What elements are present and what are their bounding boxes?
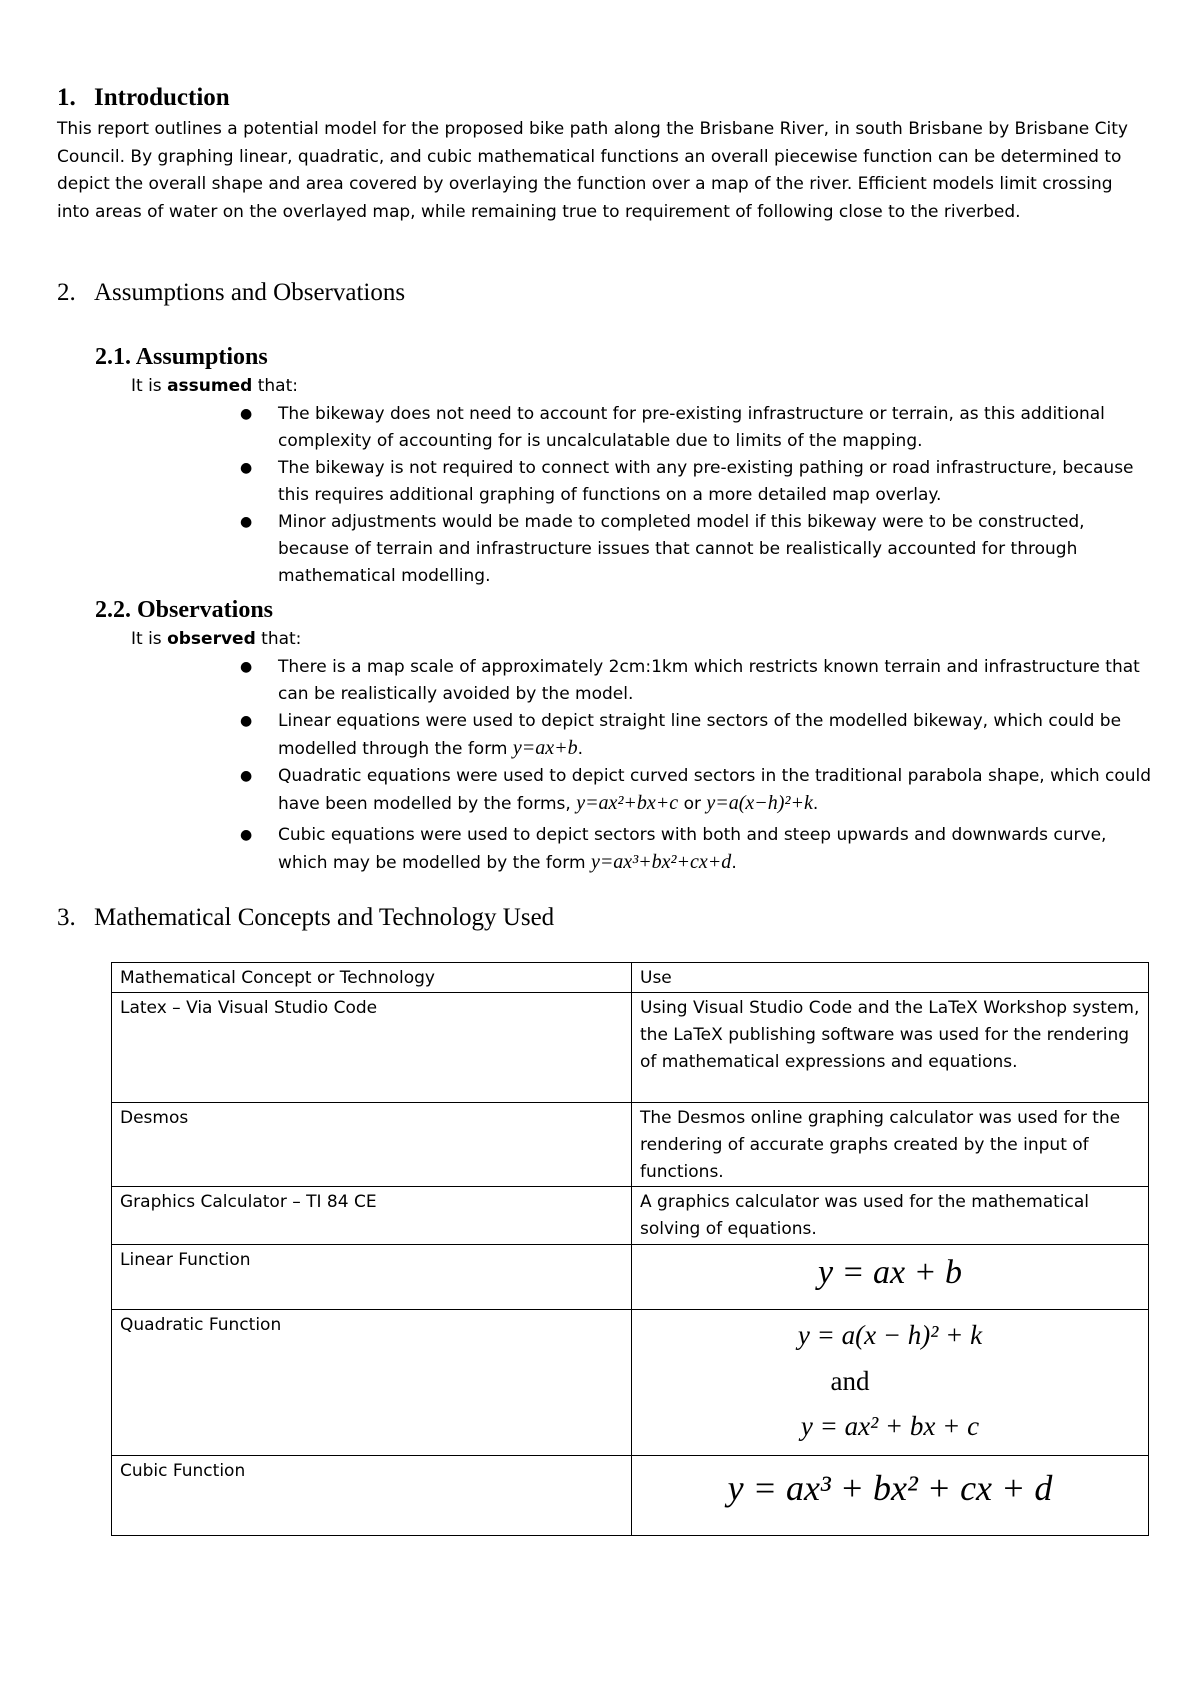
subsection-2-2-heading xyxy=(95,597,273,624)
linear-equation: y = ax + b xyxy=(817,1254,963,1291)
section-number: 1. xyxy=(57,84,76,111)
table-cell: Desmos xyxy=(112,1103,632,1187)
list-item-text: Minor adjustments would be made to completed model if this bikeway were to be constructed, because of terrain and infrastructure issues that cannot be realistically accounted for through mathematical modelling. xyxy=(278,512,1085,586)
bullet-icon: ● xyxy=(240,827,253,843)
table-cell xyxy=(632,1310,1149,1456)
list-item xyxy=(240,455,1158,509)
section-2-heading xyxy=(57,279,405,307)
list-item-text: The bikeway is not required to connect with any pre-existing pathing or road infrastructure, because this requires additional graphing of functions on a more detailed map overlay. xyxy=(278,458,1134,505)
inline-equation: y=ax³+bx²+cx+d xyxy=(590,851,732,873)
section-title: Introduction xyxy=(94,84,230,111)
inline-equation: y=ax+b xyxy=(512,737,578,759)
section-title: Assumptions and Observations xyxy=(94,279,406,306)
inline-equation: y=ax²+bx+c xyxy=(576,792,679,814)
list-item-text: Quadratic equations were used to depict curved sectors in the traditional parabola shape, which could have been modelled by the forms, xyxy=(278,766,1152,814)
concepts-table xyxy=(111,962,1149,1536)
subsection-2-1-heading xyxy=(95,344,268,371)
observations-lead xyxy=(131,629,301,649)
assumptions-lead xyxy=(131,376,298,396)
lead-bold: observed xyxy=(167,629,256,649)
section-1-heading xyxy=(57,84,230,112)
bullet-icon: ● xyxy=(240,659,253,675)
quadratic-equation-vertex: y = a(x − h)² + k xyxy=(797,1320,983,1350)
table-cell: The Desmos online graphing calculator was used for the rendering of accurate graphs created by the input of functions. xyxy=(632,1103,1149,1187)
list-item-text: or xyxy=(683,794,701,814)
table-row xyxy=(112,1456,1149,1536)
table-cell: Quadratic Function xyxy=(112,1310,632,1456)
inline-equation: y=a(x−h)²+k xyxy=(706,792,813,814)
list-item-text: Linear equations were used to depict straight line sectors of the modelled bikeway, which could be modelled through the form xyxy=(278,711,1122,759)
list-item: ● Cubic equations were used to depict sectors with both and steep upwards and downwards curve, which may be modelled by the form y=ax³+bx²+cx+d. xyxy=(278,822,1158,877)
table-header-row xyxy=(112,963,1149,993)
table-row xyxy=(112,1187,1149,1245)
lead-text: that: xyxy=(255,629,302,649)
bullet-icon: ● xyxy=(240,514,253,530)
lead-text: that: xyxy=(252,376,298,396)
table-row xyxy=(112,1310,1149,1456)
list-item: ● Quadratic equations were used to depict curved sectors in the traditional parabola shape, which could have been modelled by the forms, y=ax²+bx+c or y=a(x−h)²+k. xyxy=(278,763,1158,818)
introduction-paragraph: This report outlines a potential model for the proposed bike path along the Brisbane River, in south Brisbane by Brisbane City Council. By graphing linear, quadratic, and cubic mathematical functions an overall piecewise function can be determined to depict the overall shape and area covered by overlaying the function over a map of the river. Efficient models limit crossing into areas of water on the overlayed map, while remaining true to requirement of following close to the riverbed. xyxy=(57,119,1128,222)
table-cell: Graphics Calculator – TI 84 CE xyxy=(112,1187,632,1245)
subsection-title: Observations xyxy=(137,597,274,623)
table-cell xyxy=(632,1245,1149,1310)
subsection-title: Assumptions xyxy=(135,344,268,370)
cubic-equation: y = ax³ + bx² + cx + d xyxy=(727,1468,1053,1508)
lead-text: It is xyxy=(131,376,168,396)
table-cell: Linear Function xyxy=(112,1245,632,1310)
table-row xyxy=(112,1103,1149,1187)
lead-text: It is xyxy=(131,629,168,649)
list-item xyxy=(240,509,1158,590)
bullet-icon: ● xyxy=(240,406,253,422)
section-number: 2. xyxy=(57,279,76,306)
section-number: 3. xyxy=(57,904,76,931)
table-row xyxy=(112,1245,1149,1310)
section-title: Mathematical Concepts and Technology Used xyxy=(94,904,555,931)
bullet-icon: ● xyxy=(240,713,253,729)
lead-bold: assumed xyxy=(167,376,253,396)
quadratic-connector: and xyxy=(830,1366,870,1396)
list-item-text: The bikeway does not need to account for pre-existing infrastructure or terrain, as this additional complexity of accounting for is uncalculatable due to limits of the mapping. xyxy=(278,404,1105,451)
table-cell: A graphics calculator was used for the mathematical solving of equations. xyxy=(632,1187,1149,1245)
list-item: ● Linear equations were used to depict straight line sectors of the modelled bikeway, which could be modelled through the form y=ax+b. xyxy=(278,708,1158,763)
bullet-icon: ● xyxy=(240,460,253,476)
subsection-number: 2.1. xyxy=(95,344,131,370)
list-item-text: Cubic equations were used to depict sectors with both and steep upwards and downwards curve, which may be modelled by the form xyxy=(278,825,1107,873)
subsection-number: 2.2. xyxy=(95,597,131,623)
table-header-cell: Use xyxy=(632,963,1149,993)
bullet-icon: ● xyxy=(240,768,253,784)
quadratic-equation-standard: y = ax² + bx + c xyxy=(800,1411,980,1441)
table-cell: Latex – Via Visual Studio Code xyxy=(112,993,632,1103)
section-3-heading xyxy=(57,904,554,932)
table-cell: Using Visual Studio Code and the LaTeX Workshop system, the LaTeX publishing software was used for the rendering of mathematical expressions and equations. xyxy=(632,993,1149,1103)
table-cell xyxy=(632,1456,1149,1536)
list-item xyxy=(240,654,1158,708)
table-row xyxy=(112,993,1149,1103)
list-item xyxy=(240,401,1158,455)
table-cell: Cubic Function xyxy=(112,1456,632,1536)
table-header-cell: Mathematical Concept or Technology xyxy=(112,963,632,993)
list-item-text: There is a map scale of approximately 2cm:1km which restricts known terrain and infrastructure that can be realistically avoided by the model. xyxy=(278,657,1140,704)
